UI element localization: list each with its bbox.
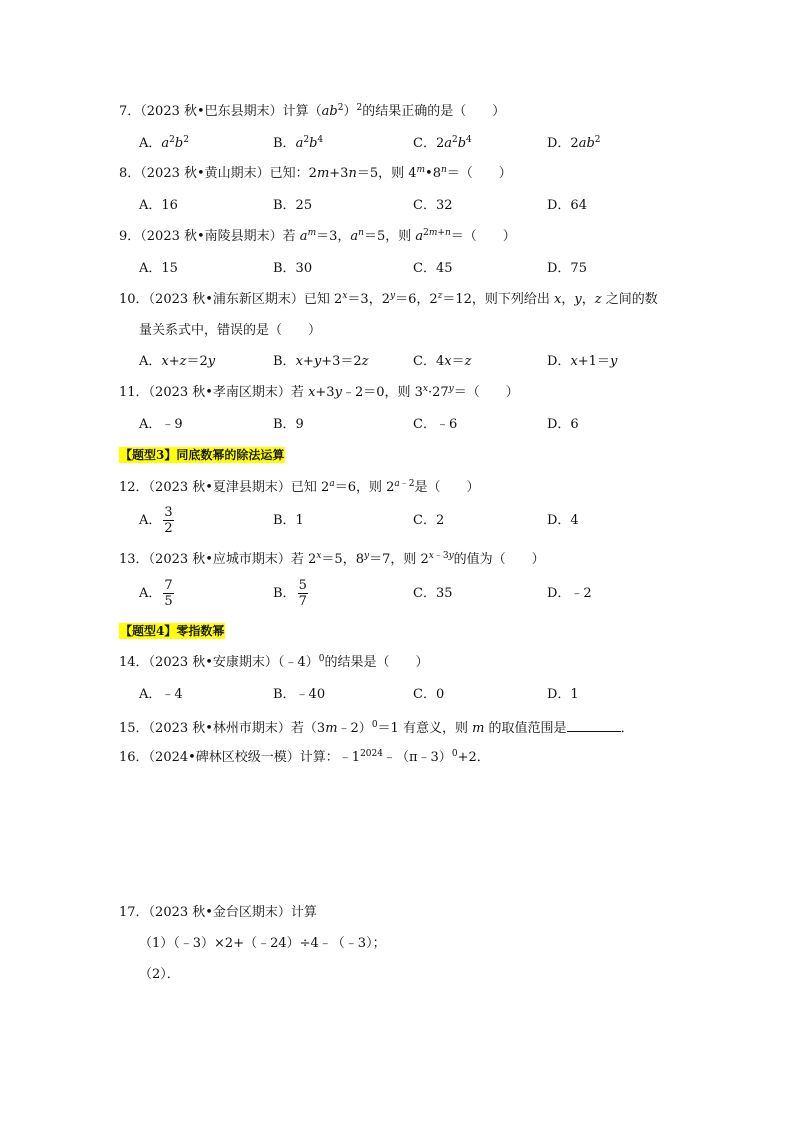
question-13-option-d: D．﹣2 (547, 586, 592, 601)
question-10-option-b: B．x+y+3＝2z (273, 354, 369, 369)
question-7-option-b: B．$a^2b^4$ (273, 135, 324, 151)
question-13-option-b: B． $\frac{5}{7}$ (273, 578, 307, 609)
fraction: $\frac{5}{7}$ (298, 578, 307, 609)
question-7-option-a: A．$a^2b^2$ (139, 135, 189, 151)
question-12-stem: 12．（2023 秋•夏津县期末）已知 $2^a=6$，则 $2^{a﹣2}$是（ ） (119, 479, 480, 495)
question-12-option-a: A． $\frac{3}{2}$ (139, 505, 173, 536)
question-7-option-d: D．$2ab^2$ (547, 135, 601, 151)
question-17-part-1: （1）（﹣3）×2+（﹣24）÷4﹣（﹣3）； (139, 936, 386, 951)
question-8-option-b: B．25 (273, 198, 313, 213)
question-13-option-c: C．35 (413, 586, 453, 601)
question-10-stem-line2: 量关系式中，错误的是（ ） (139, 323, 322, 338)
section-header-3: 【题型3】同底数幂的除法运算 (120, 448, 285, 462)
question-9-option-a: A．15 (139, 261, 178, 276)
question-8-option-c: C．32 (413, 198, 453, 213)
question-17-stem: 17．（2023 秋•金台区期末）计算 (119, 905, 317, 920)
question-15-stem: 15．（2023 秋•林州市期末）若（3m﹣2）$^0$＝1 有意义，则 m 的取值范围是 ． (119, 720, 634, 736)
question-11-option-c: C．﹣6 (413, 417, 458, 432)
question-14-stem: 14．（2023 秋•安康期末）（﹣4）$^0$的结果是（ ） (119, 654, 429, 670)
question-11-option-b: B．9 (273, 417, 304, 432)
question-14-option-d: D．1 (547, 687, 579, 702)
question-10-option-c: C．4x＝z (413, 354, 472, 369)
question-12-option-b: B．1 (273, 513, 304, 528)
question-13-option-a: A． $\frac{7}{5}$ (139, 578, 173, 609)
question-7-option-c: C．$2a^2b^4$ (413, 135, 472, 151)
question-12-option-d: D．4 (547, 513, 579, 528)
question-14-option-b: B．﹣40 (273, 687, 326, 702)
question-12-option-c: C．2 (413, 513, 445, 528)
section-header-4: 【题型4】零指数幂 (120, 624, 225, 638)
question-11-option-a: A．﹣9 (139, 417, 183, 432)
question-8-stem: 8．（2023 秋•黄山期末）已知：2m+3n＝5，则 $4^m•8^n=$（ ） (119, 165, 512, 181)
fraction: $\frac{3}{2}$ (164, 505, 173, 536)
question-11-stem: 11．（2023 秋•孝南区期末）若 x+3y﹣2＝0，则 $3^x\cdot 27^y=$（ ） (119, 384, 519, 400)
question-9-option-c: C．45 (413, 261, 453, 276)
question-16-stem: 16．（2024•碑林区校级一模）计算：$﹣1^{2024}﹣(\pi﹣3)^0+2$． (119, 749, 490, 765)
question-9-option-b: B．30 (273, 261, 313, 276)
question-10-option-d: D．x+1＝y (547, 354, 618, 369)
question-9-option-d: D．75 (547, 261, 587, 276)
question-11-option-d: D．6 (547, 417, 579, 432)
question-7-stem: 7．（2023 秋•巴东县期末）计算$(ab^2)^2$的结果正确的是（ ） (119, 103, 506, 119)
question-14-option-a: A．﹣4 (139, 687, 183, 702)
question-8-option-a: A．16 (139, 198, 178, 213)
fraction: $\frac{7}{5}$ (164, 578, 173, 609)
answer-blank[interactable] (567, 719, 621, 732)
question-9-stem: 9．（2023 秋•南陵县期末）若 $a^m=3$，$a^n=5$，则 $a^{2m+n}=$（ ） (119, 228, 516, 244)
question-13-stem: 13．（2023 秋•应城市期末）若 $2^x=5$，$8^y=7$，则 $2^{x﹣3y}$的值为（ ） (119, 551, 545, 567)
question-10-option-a: A．x+z＝2y (139, 354, 216, 369)
question-10-stem-line1: 10．（2023 秋•浦东新区期末）已知 $2^x=3$，$2^y=6$，$2^z=12$，则下列给出 x，y，z 之间的数 (119, 291, 658, 307)
question-14-option-c: C．0 (413, 687, 445, 702)
question-17-part-2: （2）． (139, 967, 180, 982)
question-8-option-d: D．64 (547, 198, 587, 213)
